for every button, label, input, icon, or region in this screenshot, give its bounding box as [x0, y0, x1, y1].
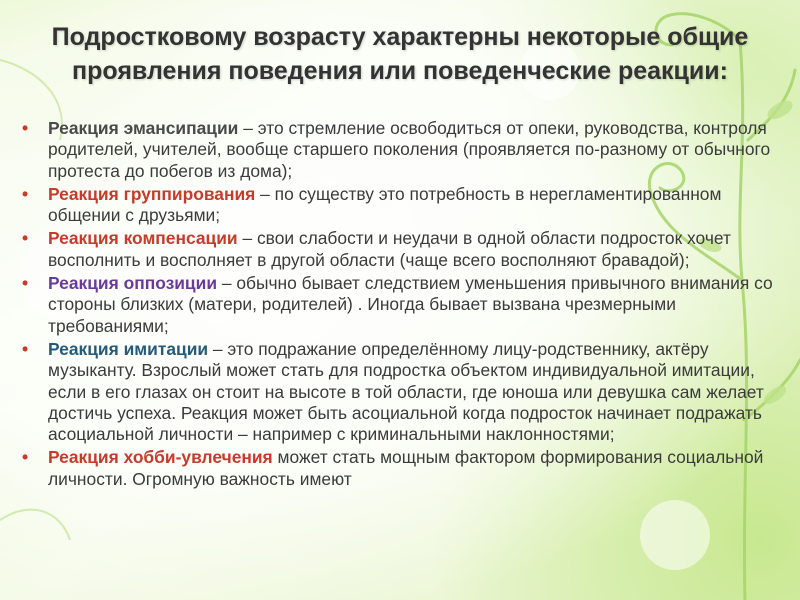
bullet-text: – свои слабости и неудачи в одной области подросток хочет восполнить и восполняет в другой области (чаще всего восполняют бравадой);	[48, 228, 731, 270]
bullet-term: Реакция оппозиции	[48, 273, 218, 294]
bullet-item	[22, 447, 792, 490]
bullet-term: Реакция хобби-увлечения	[48, 447, 273, 468]
bullet-item	[22, 118, 792, 182]
bullet-term: Реакция эмансипации	[48, 118, 239, 138]
bullet-list	[22, 118, 792, 492]
slide-title: Подростковому возрасту характерны некоторые общие проявления поведения или поведенческие реакции:	[51, 23, 749, 85]
bullet-text: – это стремление освободиться от опеки, руководства, контроля родителей, учителей, вообще старшего поколения (проявляется по-разному от обычного протеста до побегов из дома);	[48, 118, 771, 181]
bullet-item	[22, 339, 792, 445]
bullet-text: – по существу это потребность в нерегламентированном общении с друзьями;	[48, 183, 722, 226]
bullet-icon: •	[22, 183, 29, 204]
bullet-icon: •	[22, 228, 29, 249]
bullet-text: – это подражание определённому лицу-родственнику, актёру музыканту. Взрослый может стать для подростка объектом индивидуальной имитации, если в его глазах он стоит на высоте в той области, где юноша или девушка сам желает достичь успеха. Реакция может быть асоциальной когда подросток начинает подражать асоциальной личности – например с криминальными наклонностями;	[48, 338, 764, 445]
bullet-icon: •	[22, 338, 29, 359]
bullet-item	[22, 273, 792, 337]
bullet-term: Реакция компенсации	[48, 228, 238, 249]
bullet-item	[22, 184, 792, 227]
bullet-text: может стать мощным фактором формирования социальной личности. Огромную важность имеют	[48, 447, 764, 489]
bullet-term: Реакция имитации	[48, 338, 209, 359]
bullet-icon: •	[22, 118, 29, 138]
bullet-term: Реакция группирования	[48, 183, 256, 204]
bullet-item	[22, 228, 792, 271]
bullet-icon: •	[22, 273, 29, 294]
bullet-icon: •	[22, 447, 29, 468]
bullet-text: – обычно бывает следствием уменьшения привычного внимания со стороны близких (матери, родителей) . Иногда бывает вызвана чрезмерными требованиями;	[48, 273, 773, 336]
